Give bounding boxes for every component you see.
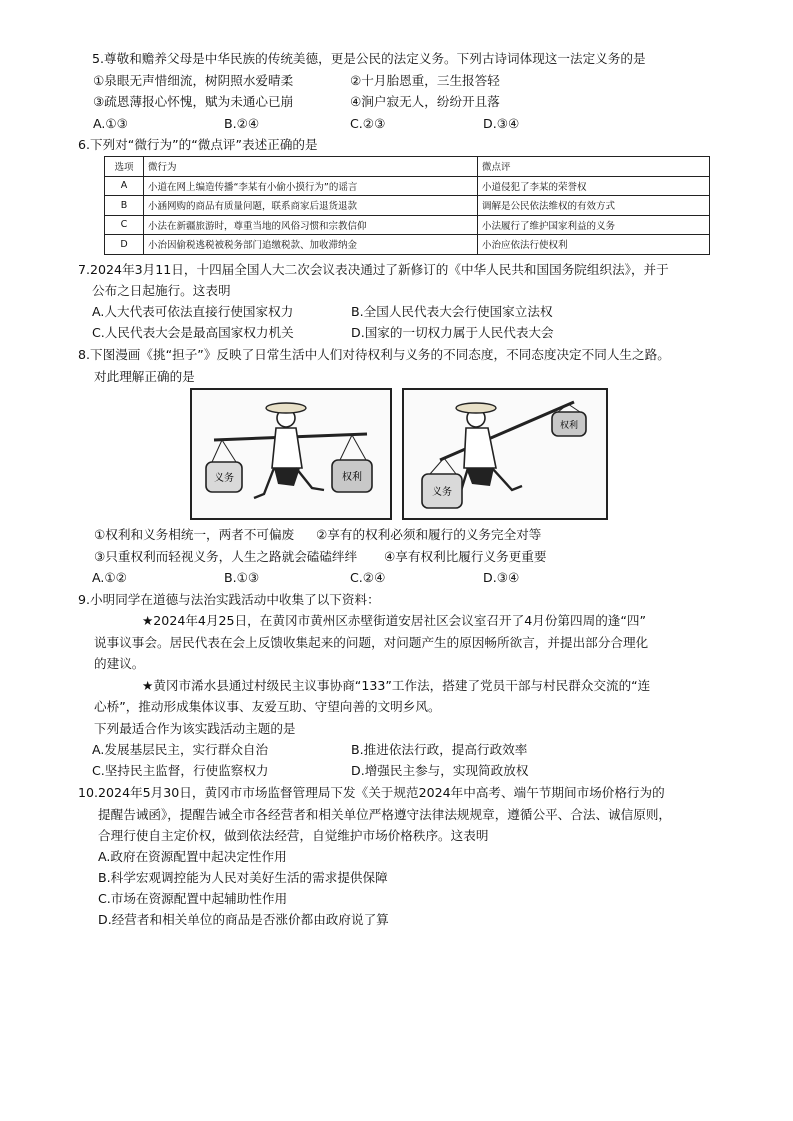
q5-item-3: ③疏恩薄报心怀愧，赋为未通心已崩 — [93, 94, 294, 109]
q7-choice-d: D.国家的一切权力属于人民代表大会 — [351, 325, 554, 340]
q6-row-d-option: D — [105, 235, 144, 255]
q6-row-a-option: A — [105, 176, 144, 196]
comic-right-label-duty: 义务 — [432, 487, 452, 498]
q6-row-a-behavior: 小道在网上编造传播“李某有小偷小摸行为”的谣言 — [144, 176, 478, 196]
q8-stem-line-1: 8.下图漫画《挑“担子”》反映了日常生活中人们对待权利与义务的不同态度，不同态度决定不同人生之路。 — [78, 347, 670, 362]
q6-row-b-option: B — [105, 196, 144, 216]
q7-choice-a: A.人大代表可依法直接行使国家权力 — [92, 304, 294, 319]
q9-choice-d: D.增强民主参与，实现简政放权 — [351, 763, 529, 778]
q7-stem-line-2: 公布之日起施行。这表明 — [92, 283, 231, 298]
q9-material-1-line-3: 的建议。 — [94, 656, 145, 671]
q9-material-1-line-1: ★2024年4月25日，在黄冈市黄州区赤壁街道安居社区会议室召开了4月份第四周的逢“四” — [142, 613, 647, 628]
q10-stem-line-3: 合理行使自主定价权，做到依法经营，自觉维护市场价格秩序。这表明 — [98, 828, 489, 843]
table-row — [105, 215, 710, 235]
q8-item-2: ②享有的权利必须和履行的义务完全对等 — [316, 527, 542, 542]
q5-choice-c: C.②③ — [350, 116, 386, 131]
q8-item-1: ①权利和义务相统一，两者不可偏废 — [94, 527, 295, 542]
q9-question: 下列最适合作为该实践活动主题的是 — [94, 721, 296, 736]
q10-choice-a: A.政府在资源配置中起决定性作用 — [98, 849, 287, 864]
q10-choice-c: C.市场在资源配置中起辅助性作用 — [98, 891, 288, 906]
comic-left-label-right: 权利 — [342, 472, 362, 483]
q8-choice-b: B.①③ — [224, 570, 260, 585]
q10-choice-b: B.科学宏观调控能为人民对美好生活的需求提供保障 — [98, 870, 388, 885]
q9-choice-c: C.坚持民主监督，行使监察权力 — [92, 763, 269, 778]
q6-row-a-comment: 小道侵犯了李某的荣誉权 — [478, 176, 710, 196]
q9-material-2-line-2: 心桥”，推动形成集体议事、友爱互助、守望向善的文明乡风。 — [94, 699, 441, 714]
q5-choice-a: A.①③ — [93, 116, 128, 131]
comic-right-illustration — [404, 390, 606, 518]
q7-stem-line-1: 7.2024年3月11日，十四届全国人大二次会议表决通过了新修订的《中华人民共和国国务院组织法》，并于 — [78, 262, 669, 277]
q9-material-1-line-2: 说事议事会。居民代表在会上反馈收集起来的问题，对问题产生的原因畅所欲言，并提出部分合理化 — [94, 635, 649, 650]
q5-item-2: ②十月胎恩重，三生报答轻 — [350, 73, 500, 88]
comic-left-panel — [190, 388, 392, 520]
table-row — [105, 196, 710, 216]
q8-choice-d: D.③④ — [483, 570, 520, 585]
comic-right-panel — [402, 388, 608, 520]
q8-stem-line-2: 对此理解正确的是 — [94, 369, 195, 384]
q10-stem-line-1: 10.2024年5月30日，黄冈市市场监督管理局下发《关于规范2024年中高考、端午节期间市场价格行为的 — [78, 785, 665, 800]
comic-left-illustration — [192, 390, 390, 518]
q5-choice-d: D.③④ — [483, 116, 520, 131]
q7-choice-c: C.人民代表大会是最高国家权力机关 — [92, 325, 294, 340]
q6-row-b-comment: 调解是公民依法维权的有效方式 — [478, 196, 710, 216]
q9-material-2-line-1: ★黄冈市浠水县通过村级民主议事协商“133”工作法，搭建了党员干部与村民群众交流的“连 — [142, 678, 651, 693]
q8-item-3: ③只重权利而轻视义务，人生之路就会磕磕绊绊 — [94, 549, 358, 564]
table-row — [105, 176, 710, 196]
q6-row-d-comment: 小治应依法行使权利 — [478, 235, 710, 255]
q6-header-behavior: 微行为 — [144, 157, 478, 177]
q6-row-c-option: C — [105, 215, 144, 235]
q6-table — [104, 156, 710, 255]
q9-stem: 9.小明同学在道德与法治实践活动中收集了以下资料： — [78, 592, 380, 607]
q8-item-4: ④享有权利比履行义务更重要 — [384, 549, 547, 564]
q5-choice-b: B.②④ — [224, 116, 260, 131]
q8-choice-c: C.②④ — [350, 570, 386, 585]
q7-choice-b: B.全国人民代表大会行使国家立法权 — [351, 304, 553, 319]
q6-row-d-behavior: 小治因偷税逃税被税务部门追缴税款、加收滞纳金 — [144, 235, 478, 255]
q6-row-b-behavior: 小涵网购的商品有质量问题，联系商家后退货退款 — [144, 196, 478, 216]
q6-row-c-behavior: 小法在新疆旅游时，尊重当地的风俗习惯和宗教信仰 — [144, 215, 478, 235]
comic-right-label-right: 权利 — [559, 421, 579, 431]
q5-item-4: ④涧户寂无人，纷纷开且落 — [350, 94, 500, 109]
q8-choice-a: A.①② — [92, 570, 127, 585]
q6-row-c-comment: 小法履行了维护国家利益的义务 — [478, 215, 710, 235]
q10-choice-d: D.经营者和相关单位的商品是否涨价都由政府说了算 — [98, 912, 389, 927]
q5-item-1: ①泉眼无声惜细流，树阴照水爱晴柔 — [93, 73, 294, 88]
q6-table-header — [105, 157, 710, 177]
q9-choice-b: B.推进依法行政，提高行政效率 — [351, 742, 528, 757]
q6-header-option: 选项 — [105, 157, 144, 177]
q10-stem-line-2: 提醒告诫函》，提醒告诫全市各经营者和相关单位严格遵守法律法规规章，遵循公平、合法、诚信原则， — [98, 807, 672, 822]
comic-left-label-duty: 义务 — [214, 473, 234, 484]
q6-header-comment: 微点评 — [478, 157, 710, 177]
q6-stem: 6.下列对“微行为”的“微点评”表述正确的是 — [78, 137, 318, 152]
table-row — [105, 235, 710, 255]
q9-choice-a: A.发展基层民主，实行群众自治 — [92, 742, 269, 757]
q5-stem: 5.尊敬和赡养父母是中华民族的传统美德，更是公民的法定义务。下列古诗词体现这一法定义务的是 — [92, 51, 646, 66]
